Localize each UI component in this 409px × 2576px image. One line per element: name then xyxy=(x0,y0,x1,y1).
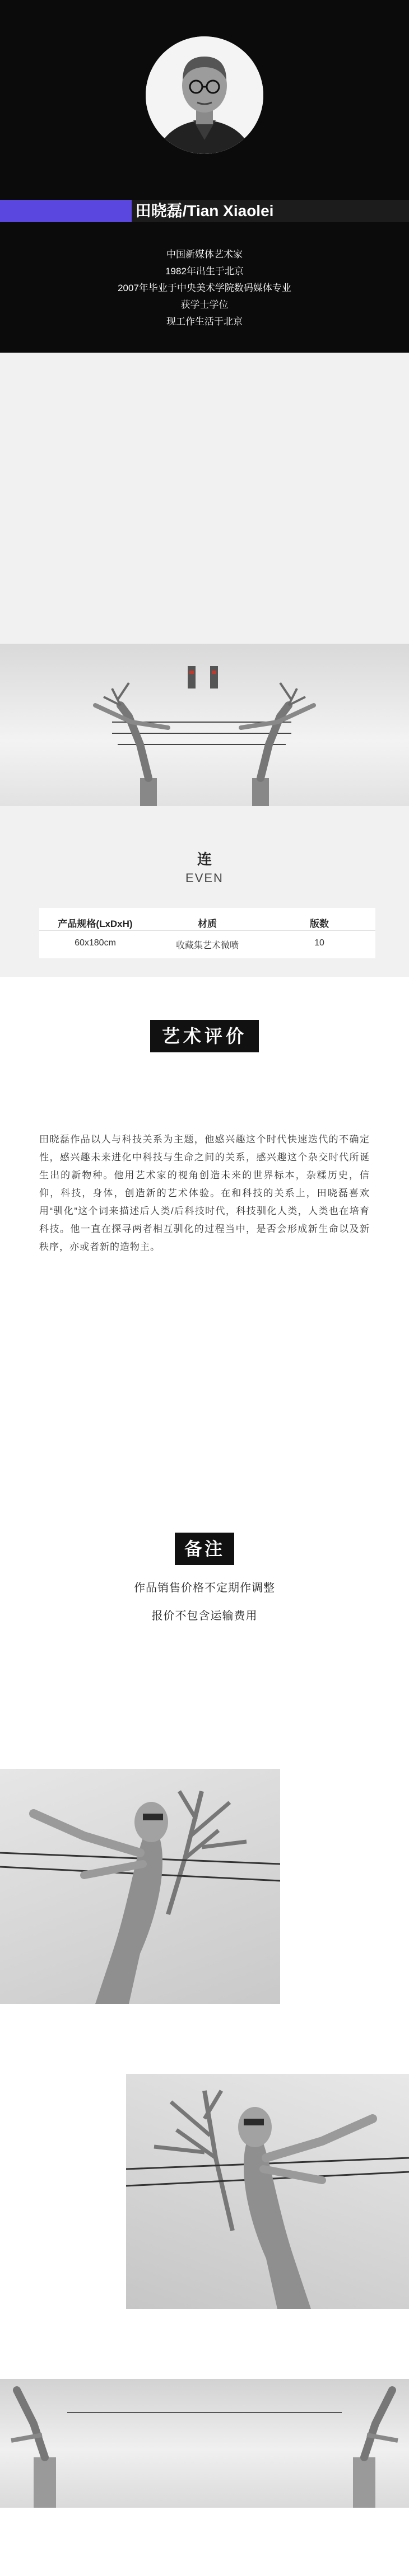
artwork-image xyxy=(0,644,409,806)
detail-photo xyxy=(0,2379,409,2508)
artist-name: 田晓磊/Tian Xiaolei xyxy=(135,202,274,219)
spec-header: 版数 xyxy=(310,919,329,929)
detail-photo xyxy=(0,1769,280,2004)
notes-heading: 备注 xyxy=(175,1533,234,1565)
bio-line: 现工作生活于北京 xyxy=(166,316,243,327)
spec-header: 产品规格(LxDxH) xyxy=(58,919,133,929)
bio-line: 2007年毕业于中央美术学院数码媒体专业 xyxy=(118,283,291,293)
spec-header: 材质 xyxy=(198,919,217,929)
work-title-en: EVEN xyxy=(185,871,224,885)
blank-panel xyxy=(0,353,409,644)
bio-line: 中国新媒体艺术家 xyxy=(166,249,243,260)
spec-divider xyxy=(39,930,375,931)
spec-value: 10 xyxy=(314,938,324,948)
artist-bio xyxy=(0,246,409,330)
note-line: 报价不包含运输费用 xyxy=(151,1610,258,1622)
spec-value: 60x180cm xyxy=(75,938,116,948)
review-heading: 艺术评价 xyxy=(150,1020,259,1052)
review-text: 田晓磊作品以人与科技关系为主题，他感兴趣这个时代快速迭代的不确定性，感兴趣未来进化中科技与生命之间的关系，感兴趣这个杂交时代所诞生出的新物种。他用艺术家的视角创造未来的世界标本，杂糅历史，信仰，科技，身体，创造新的艺术体验。在和科技的关系上，田晓磊喜欢用“驯化”这个词来描述后人类/后科技时代，科技驯化人类，人类也在培育科技。他一直在探寻两者相互驯化的过程当中，是否会形成新生命以及新秩序，亦或者新的造物主。 xyxy=(39,1134,370,1252)
note-line: 作品销售价格不定期作调整 xyxy=(134,1582,275,1594)
spec-table xyxy=(39,908,375,958)
detail-photo xyxy=(126,2074,409,2309)
bio-line: 获学士学位 xyxy=(180,299,229,310)
artist-avatar xyxy=(146,36,263,154)
work-title: 连 xyxy=(197,851,212,868)
spec-value: 收藏集艺术微喷 xyxy=(175,941,239,950)
bio-line: 1982年出生于北京 xyxy=(165,266,244,277)
